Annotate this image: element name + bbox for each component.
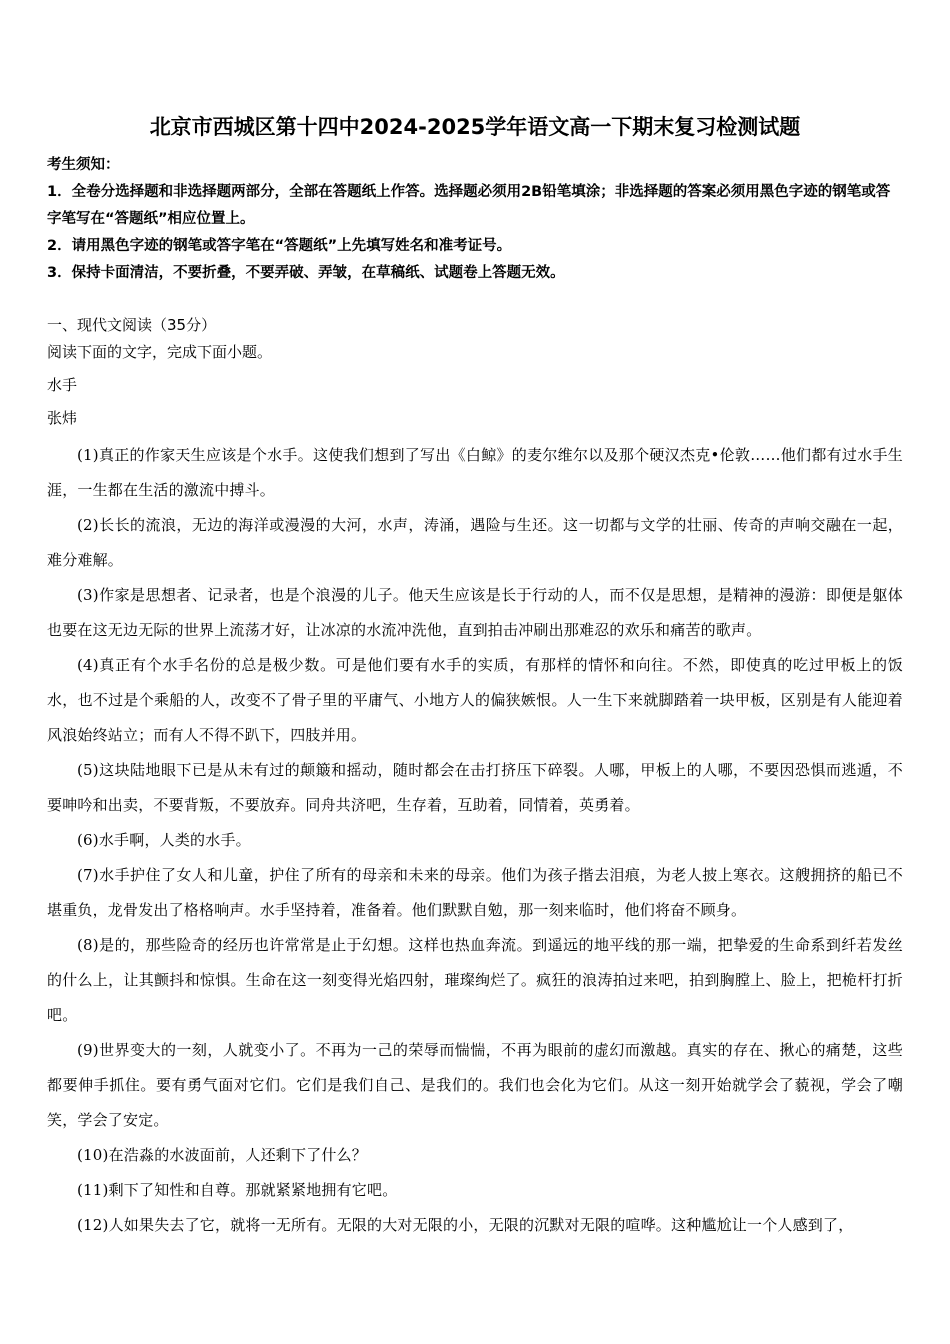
notice-item: 3．保持卡面清洁，不要折叠，不要弄破、弄皱，在草稿纸、试题卷上答题无效。 bbox=[47, 265, 565, 281]
article-paragraph: (11)剩下了知性和自尊。那就紧紧地拥有它吧。 bbox=[77, 1181, 398, 1199]
section-heading: 一、现代文阅读（35分） bbox=[47, 316, 217, 334]
article-paragraph: (3)作家是思想者、记录者，也是个浪漫的儿子。他天生应该是长于行动的人，而不仅是思想，是精神的漫游：即便是躯体也要在这无边无际的世界上流荡才好，让冰凉的水流冲洗他，直到拍击冲刷出那难忍的欢乐和痛苦的歌声。 bbox=[47, 586, 903, 639]
article-paragraph: (2)长长的流浪，无边的海洋或漫漫的大河，水声，涛涌，遇险与生还。这一切都与文学的壮丽、传奇的声响交融在一起，难分难解。 bbox=[47, 516, 903, 569]
article-paragraph: (1)真正的作家天生应该是个水手。这使我们想到了写出《白鲸》的麦尔维尔以及那个硬汉杰克•伦敦……他们都有过水手生涯，一生都在生活的激流中搏斗。 bbox=[47, 446, 903, 499]
article-paragraph: (4)真正有个水手名份的总是极少数。可是他们要有水手的实质，有那样的情怀和向往。不然，即使真的吃过甲板上的饭水，也不过是个乘船的人，改变不了骨子里的平庸气、小地方人的偏狭嫉恨。人一生下来就脚踏着一块甲板，区别是有人能迎着风浪始终站立；而有人不得不趴下，四肢并用。 bbox=[47, 656, 903, 744]
exam-title: 北京市西城区第十四中2024-2025学年语文高一下期末复习检测试题 bbox=[149, 115, 801, 139]
article-author: 张炜 bbox=[47, 409, 78, 427]
candidate-notice bbox=[47, 152, 903, 287]
article-paragraph: (7)水手护住了女人和儿童，护住了所有的母亲和未来的母亲。他们为孩子揩去泪痕，为老人披上寒衣。这艘拥挤的船已不堪重负，龙骨发出了格格响声。水手坚持着，准备着。他们默默自勉，那一刻来临时，他们将奋不顾身。 bbox=[47, 866, 903, 919]
article-body bbox=[47, 438, 903, 1243]
article-paragraph: (12)人如果失去了它，就将一无所有。无限的大对无限的小，无限的沉默对无限的喧哗。这种尴尬让一个人感到了， bbox=[77, 1216, 854, 1234]
article-paragraph: (6)水手啊，人类的水手。 bbox=[77, 831, 251, 849]
notice-heading: 考生须知： bbox=[47, 157, 120, 173]
article-paragraph: (8)是的，那些险奇的经历也许常常是止于幻想。这样也热血奔流。到遥远的地平线的那一端，把挚爱的生命系到纤若发丝的什么上，让其颤抖和惊惧。生命在这一刻变得光焰四射，璀璨绚烂了。疯狂的浪涛拍过来吧，拍到胸膛上、脸上，把桅杆打折吧。 bbox=[47, 936, 903, 1024]
notice-item: 1．全卷分选择题和非选择题两部分，全部在答题纸上作答。选择题必须用2B铅笔填涂；非选择题的答案必须用黑色字迹的钢笔或答字笔写在“答题纸”相应位置上。 bbox=[47, 184, 891, 227]
article-title: 水手 bbox=[47, 376, 78, 394]
article-paragraph: (10)在浩淼的水波面前，人还剩下了什么？ bbox=[77, 1146, 367, 1164]
notice-item: 2．请用黑色字迹的钢笔或答字笔在“答题纸”上先填写姓名和准考证号。 bbox=[47, 238, 512, 254]
article-paragraph: (5)这块陆地眼下已是从未有过的颠簸和摇动，随时都会在击打挤压下碎裂。人哪，甲板上的人哪，不要因恐惧而逃遁，不要呻吟和出卖，不要背叛，不要放弃。同舟共济吧，生存着，互助着，同情着，英勇着。 bbox=[47, 761, 903, 814]
article-paragraph: (9)世界变大的一刻，人就变小了。不再为一己的荣辱而惴惴，不再为眼前的虚幻而激越。真实的存在、揪心的痛楚，这些都要伸手抓住。要有勇气面对它们。它们是我们自己、是我们的。我们也会化为它们。从这一刻开始就学会了藐视，学会了嘲笑，学会了安定。 bbox=[47, 1041, 903, 1129]
reading-instruction: 阅读下面的文字，完成下面小题。 bbox=[47, 343, 273, 361]
